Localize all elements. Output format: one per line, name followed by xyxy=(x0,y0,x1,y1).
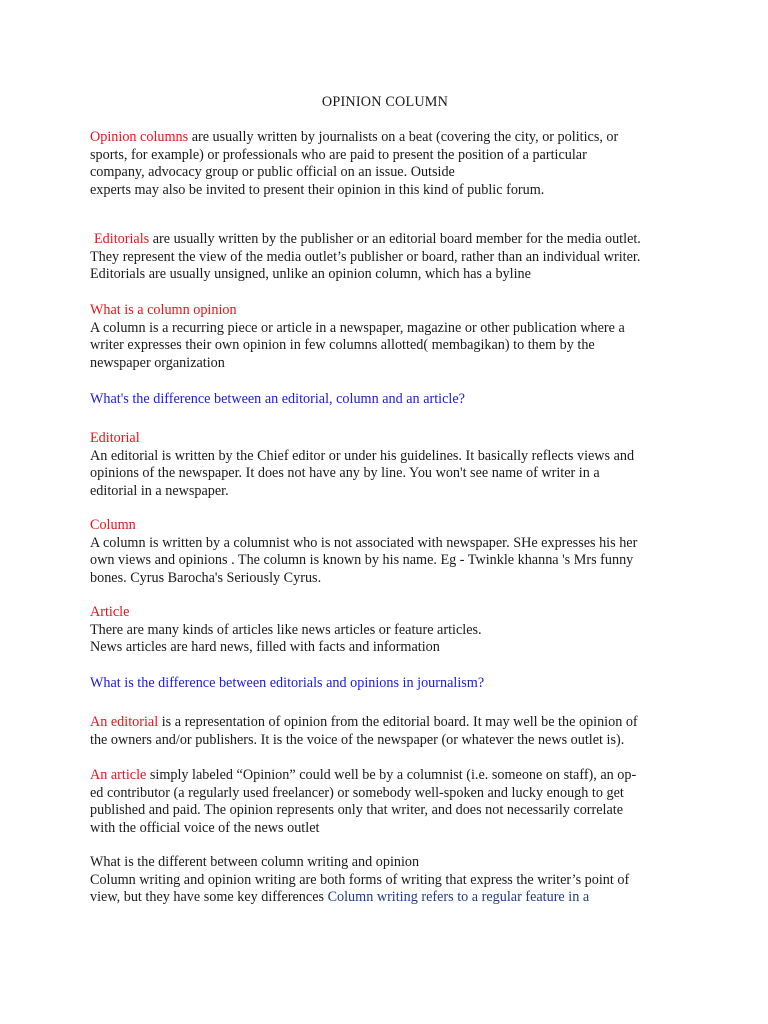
page-title: OPINION COLUMN xyxy=(321,94,449,110)
highlight-column-writing: Column writing refers to a regular feature in a xyxy=(327,889,590,906)
section-editorial: Editorial An editorial is written by the Chief editor or under his guidelines. It basically reflects views and opinions of the newspaper. It does not have any by line. You won't see name of writer in a editorial in a newspaper. xyxy=(90,430,680,500)
paragraph-an-article: An article simply labeled “Opinion” could well be by a columnist (i.e. someone on staff), an op- ed contributor (a regularly used freelancer) or somebody well-spoken and lucky enough to get published and paid. The opinion represents only that writer, and does not necessarily correlate with the official voice of the news outlet xyxy=(90,767,637,836)
heading-column-writing: What is the different between column writing and opinion xyxy=(90,854,420,870)
question-editorials-opinions: What is the difference between editorials and opinions in journalism? xyxy=(90,675,485,691)
section-article: Article There are many kinds of articles like news articles or feature articles. News articles are hard news, filled with facts and information xyxy=(90,604,680,657)
heading-article: Article xyxy=(90,604,130,620)
term-an-article: An article xyxy=(90,767,147,783)
heading-editorial: Editorial xyxy=(90,430,140,446)
section-column-opinion: What is a column opinion A column is a recurring piece or article in a newspaper, magazine or other publication where a writer expresses their own opinion in few columns allotted( membagikan) to them by the newspaper organization xyxy=(90,302,680,372)
term-editorials: Editorials xyxy=(94,231,150,247)
question-difference: What's the difference between an editorial, column and an article? xyxy=(90,391,465,407)
term-an-editorial: An editorial xyxy=(90,714,159,730)
paragraph-opinion-columns: Opinion columns are usually written by journalists on a beat (covering the city, or politics, or sports, for example) or professionals who are paid to present the position of a particular company, advocacy group or public official on an issue. Outside experts may also be invited to present their opinion in this kind of public forum. xyxy=(90,129,619,198)
paragraph-an-editorial: An editorial is a representation of opinion from the editorial board. It may well be the opinion of the owners and/or publishers. It is the voice of the newspaper (or whatever the news outlet is). xyxy=(90,714,638,748)
heading-column-opinion: What is a column opinion xyxy=(90,302,237,318)
section-column-writing: What is the different between column writing and opinion Column writing and opinion writing are both forms of writing that express the writer’s point of view, but they have some key differences Column writing refers to a regular feature in a xyxy=(90,854,680,907)
paragraph-editorials: Editorials are usually written by the publisher or an editorial board member for the media outlet. They represent the view of the media outlet’s publisher or board, rather than an individual writer. Editorials are usually unsigned, unlike an opinion column, which has a byline xyxy=(90,231,641,283)
section-column: Column A column is written by a columnist who is not associated with newspaper. SHe expresses his her own views and opinions . The column is known by his name. Eg - Twinkle khanna 's Mrs funny bones. Cyrus Barocha's Seriously Cyrus. xyxy=(90,517,680,587)
heading-column: Column xyxy=(90,517,136,533)
term-opinion-columns: Opinion columns xyxy=(90,129,189,145)
